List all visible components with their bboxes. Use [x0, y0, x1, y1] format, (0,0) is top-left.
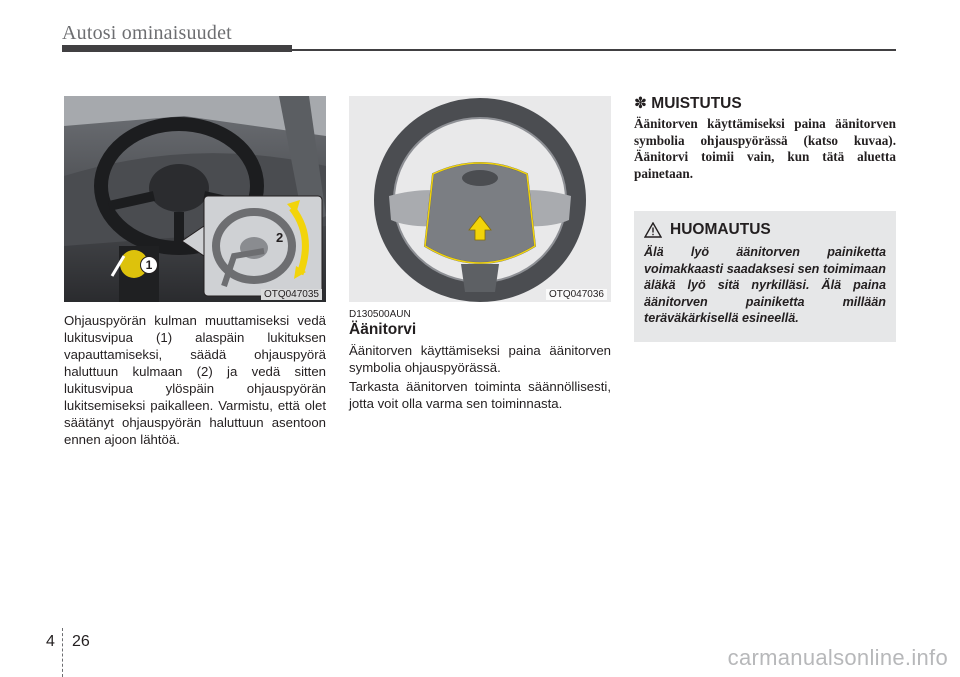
steering-tilt-illustration: [64, 96, 326, 302]
horn-paragraph-2: Tarkasta äänitorven toiminta säännöllisesti, jotta voit olla varma sen toiminnasta.: [349, 379, 611, 411]
note-text: Äänitorven käyttämiseksi paina äänitorven symbolia ohjauspyörässä (katso kuvaa). Äänitorvi toimii vain, kun tätä aluetta painetaan.: [634, 116, 896, 181]
running-header: Autosi ominaisuudet: [62, 22, 232, 44]
section-heading: Äänitorvi: [349, 321, 417, 338]
horn-figure: [349, 96, 611, 302]
steering-tilt-figure: [64, 96, 326, 302]
callout-1: 1: [140, 256, 158, 274]
figure-code: OTQ047036: [546, 289, 607, 300]
figure-code: OTQ047035: [261, 289, 322, 300]
tilt-instructions: Ohjauspyörän kulman muuttamiseksi vedä lukitusvipua (1) alaspäin lukituksen vapauttamiseksi, säädä ohjauspyörä haluttuun kulmaan (2) ja vedä sitten lukitusvipua ylöspäin ohjauspyörän lukitsemiseksi paikalleen. Varmistu, että olet säätänyt ohjauspyörän haluttuun asentoon ennen ajoon lähtöä.: [64, 313, 326, 447]
chapter-number: 4: [46, 633, 55, 650]
note-heading: ✽ MUISTUTUS: [634, 95, 742, 112]
header-bar-thick: [62, 45, 292, 52]
section-code: D130500AUN: [349, 309, 411, 320]
caution-text: Älä lyö äänitorven painiketta voimakkaasti saadaksesi sen toimimaan äläkä lyö sitä nyrkilläsi. Älä paina äänitorven painiketta millään teräväkärkisellä esineellä.: [644, 245, 886, 325]
caution-box: [634, 211, 896, 342]
page-number: 26: [72, 633, 90, 650]
callout-2: 2: [276, 230, 284, 245]
caution-header: [644, 221, 771, 239]
watermark: carmanualsonline.info: [727, 645, 948, 670]
header-rule: [292, 49, 896, 51]
warning-triangle-icon: [644, 222, 662, 238]
horn-paragraph-1: Äänitorven käyttämiseksi paina äänitorven symbolia ohjauspyörässä.: [349, 343, 611, 375]
horn-illustration: [349, 96, 611, 302]
footer-rule: [62, 628, 63, 677]
caution-title: HUOMAUTUS: [670, 221, 771, 238]
